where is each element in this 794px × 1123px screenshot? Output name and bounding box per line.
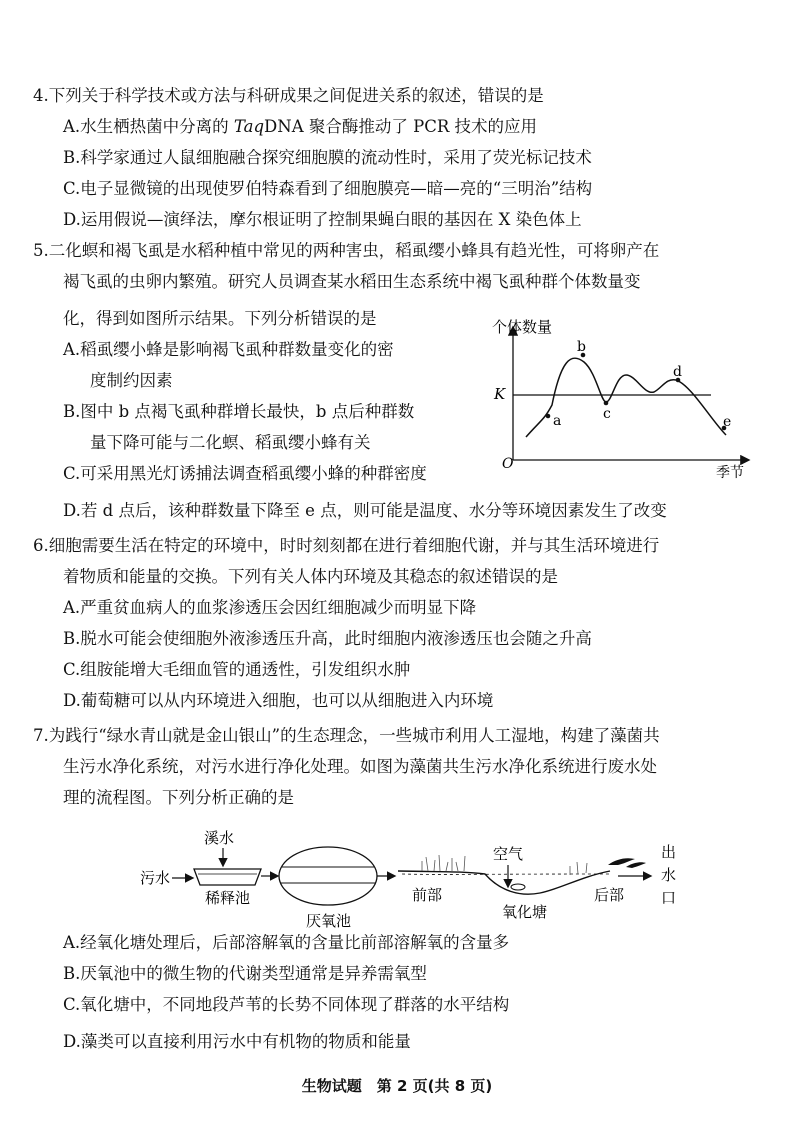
q6-option-b: B.脱水可能会使细胞外液渗透压升高，此时细胞内液渗透压也会随之升高 xyxy=(63,629,592,648)
label-e: e xyxy=(723,414,732,430)
q7-option-b: B.厌氧池中的微生物的代谢类型通常是异养需氧型 xyxy=(63,964,427,983)
air-label: 空气 xyxy=(493,845,524,863)
q5-option-b-line1: B.图中 b 点褐飞虱种群增长最快，b 点后种群数 xyxy=(63,402,415,421)
outlet-label-2: 水 xyxy=(661,866,677,884)
origin-label: O xyxy=(502,456,514,472)
q6-option-d: D.葡萄糖可以从内环境进入细胞，也可以从细胞进入内环境 xyxy=(63,691,494,710)
bird-icon xyxy=(608,858,635,865)
front-label: 前部 xyxy=(412,886,443,904)
dilution-tank xyxy=(194,869,261,885)
population-graph xyxy=(486,310,756,480)
q5-option-b-line2: 量下降可能与二化螟、稻虱缨小蜂有关 xyxy=(90,433,371,452)
x-axis-label: 季节 xyxy=(716,465,744,480)
label-a: a xyxy=(553,413,562,429)
point-c xyxy=(604,401,609,406)
q4-option-a: A.水生栖热菌中分离的 TaqDNA 聚合酶推动了 PCR 技术的应用 xyxy=(63,117,537,136)
stream-label: 溪水 xyxy=(204,829,235,847)
dilution-tank-label: 稀释池 xyxy=(205,889,251,907)
q5-stem-line3: 化，得到如图所示结果。下列分析错误的是 xyxy=(63,309,377,328)
q4-option-b: B.科学家通过人鼠细胞融合探究细胞膜的流动性时，采用了荧光标记技术 xyxy=(63,148,592,167)
label-d: d xyxy=(673,364,682,380)
q7-stem-line2: 生污水净化系统，对污水进行净化处理。如图为藻菌共生污水净化系统进行废水处 xyxy=(63,757,657,776)
q7-stem-line3: 理的流程图。下列分析正确的是 xyxy=(63,788,294,807)
anaerobic-tank xyxy=(279,847,377,905)
y-axis-label: 个体数量 xyxy=(492,318,553,336)
oxidation-pond-label: 氧化塘 xyxy=(502,903,548,921)
q6-stem-line2: 着物质和能量的交换。下列有关人体内环境及其稳态的叙述错误的是 xyxy=(63,567,558,586)
q5-stem-line2: 褐飞虱的虫卵内繁殖。研究人员调查某水稻田生态系统中褐飞虱种群个体数量变 xyxy=(63,272,641,291)
q6-option-a: A.严重贫血病人的血浆渗透压会因红细胞减少而明显下降 xyxy=(63,598,477,617)
label-c: c xyxy=(603,406,611,422)
outlet-label-1: 出 xyxy=(661,843,677,861)
q6-stem-line1: 6.细胞需要生活在特定的环境中，时时刻刻都在进行着细胞代谢，并与其生活环境进行 xyxy=(33,536,660,555)
anaerobic-tank-label: 厌氧池 xyxy=(306,912,352,930)
q7-option-a: A.经氧化塘处理后，后部溶解氧的含量比前部溶解氧的含量多 xyxy=(63,933,510,952)
outlet-label-3: 口 xyxy=(661,889,677,907)
label-b: b xyxy=(577,339,586,355)
back-label: 后部 xyxy=(594,886,625,904)
q5-option-a-line2: 度制约因素 xyxy=(90,371,173,390)
q4-option-d: D.运用假说—演绎法，摩尔根证明了控制果蝇白眼的基因在 X 染色体上 xyxy=(63,210,582,229)
page-footer: 生物试题 第 2 页(共 8 页) xyxy=(301,1077,493,1095)
q5-option-c: C.可采用黑光灯诱捕法调查稻虱缨小蜂的种群密度 xyxy=(63,464,427,483)
point-a xyxy=(546,414,551,419)
q4-stem: 4.下列关于科学技术或方法与科研成果之间促进关系的叙述，错误的是 xyxy=(33,86,544,105)
q6-option-c: C.组胺能增大毛细血管的通透性，引发组织水肿 xyxy=(63,660,411,679)
q7-option-c: C.氧化塘中，不同地段芦苇的长势不同体现了群落的水平结构 xyxy=(63,995,510,1014)
q4-option-c: C.电子显微镜的出现使罗伯特森看到了细胞膜亮—暗—亮的“三明治”结构 xyxy=(63,179,593,198)
k-label: K xyxy=(494,385,506,403)
treatment-flow-diagram xyxy=(140,825,700,935)
bird-icon xyxy=(626,862,646,868)
q5-option-d: D.若 d 点后，该种群数量下降至 e 点，则可能是温度、水分等环境因素发生了改变 xyxy=(63,501,667,520)
q5-stem-line1: 5.二化螟和褐飞虱是水稻种植中常见的两种害虫，稻虱缨小蜂具有趋光性，可将卵产在 xyxy=(33,241,660,260)
q7-stem-line1: 7.为践行“绿水青山就是金山银山”的生态理念，一些城市利用人工湿地，构建了藻菌共 xyxy=(33,726,660,745)
q7-option-d: D.藻类可以直接利用污水中有机物的物质和能量 xyxy=(63,1032,411,1051)
sewage-label: 污水 xyxy=(140,869,171,887)
q5-option-a-line1: A.稻虱缨小蜂是影响褐飞虱种群数量变化的密 xyxy=(63,340,394,359)
